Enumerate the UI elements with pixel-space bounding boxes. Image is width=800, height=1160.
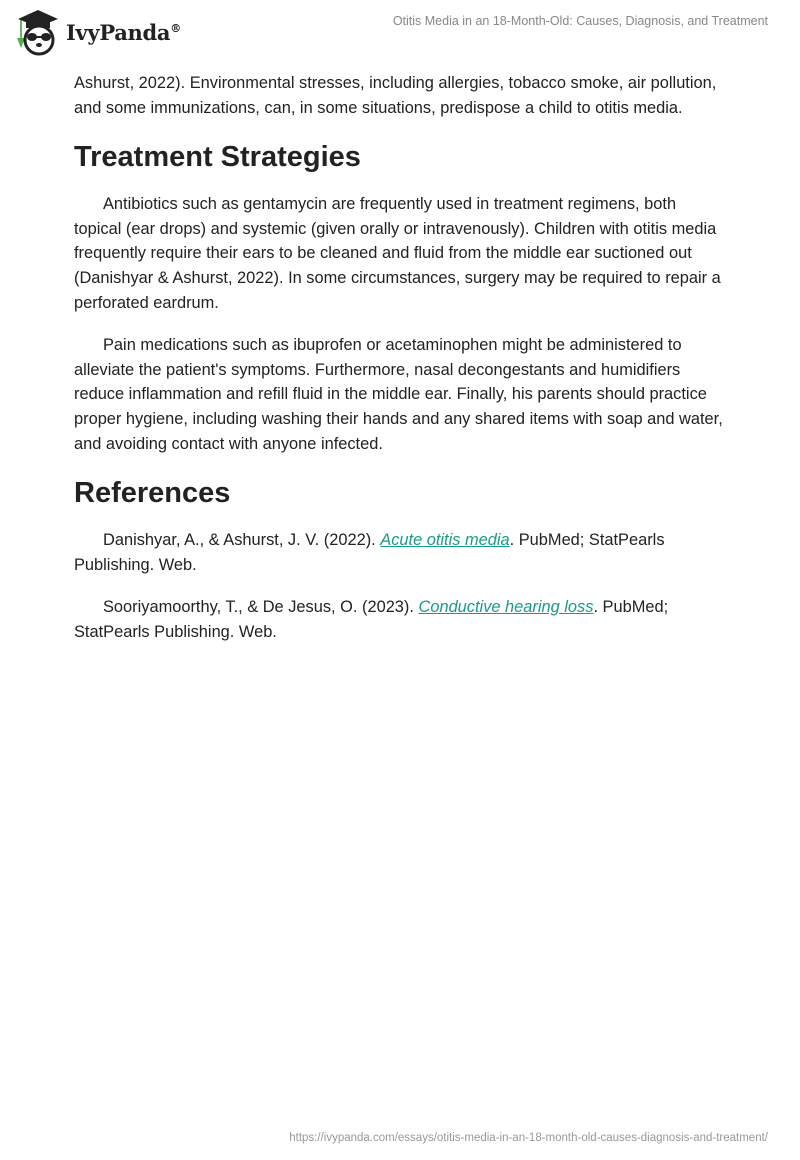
panda-graduate-icon	[16, 8, 60, 56]
section-heading-treatment: Treatment Strategies	[74, 141, 361, 174]
reference-link[interactable]: Acute otitis media	[380, 531, 510, 550]
ivypanda-logo[interactable]	[16, 8, 181, 56]
document-title: Otitis Media in an 18-Month-Old: Causes, Diagnosis, and Treatment	[392, 14, 768, 28]
source-url[interactable]: https://ivypanda.com/essays/otitis-media-in-an-18-month-old-causes-diagnosis-and-treatment/	[289, 1132, 768, 1144]
reference-item: Danishyar, A., & Ashurst, J. V. (2022). Acute otitis media. PubMed; StatPearls Publishing. Web.	[74, 531, 665, 574]
page-header	[0, 0, 800, 60]
paragraph: Antibiotics such as gentamycin are frequently used in treatment regimens, both topical (ear drops) and systemic (given orally or intravenously). Children with otitis media frequently require their ears to be cleaned and fluid from the middle ear suctioned out (Danishyar & Ashurst, 2022). In some circumstances, surgery may be required to repair a perforated eardrum.	[74, 195, 721, 312]
section-heading-references: References	[74, 477, 231, 510]
reference-item: Sooriyamoorthy, T., & De Jesus, O. (2023). Conductive hearing loss. PubMed; StatPearls Publishing. Web.	[74, 598, 669, 641]
reference-link[interactable]: Conductive hearing loss	[418, 598, 594, 617]
brand-name: IvyPanda®	[66, 19, 181, 45]
intro-paragraph: Ashurst, 2022). Environmental stresses, including allergies, tobacco smoke, air pollution, and some immunizations, can, in some situations, predispose a child to otitis media.	[74, 74, 717, 117]
essay-body	[74, 71, 724, 663]
paragraph: Pain medications such as ibuprofen or acetaminophen might be administered to alleviate the patient's symptoms. Furthermore, nasal decongestants and humidifiers reduce inflammation and refill fluid in the middle ear. Finally, his parents should practice proper hygiene, including washing their hands and any shared items with soap and water, and avoiding contact with anyone infected.	[74, 336, 723, 453]
